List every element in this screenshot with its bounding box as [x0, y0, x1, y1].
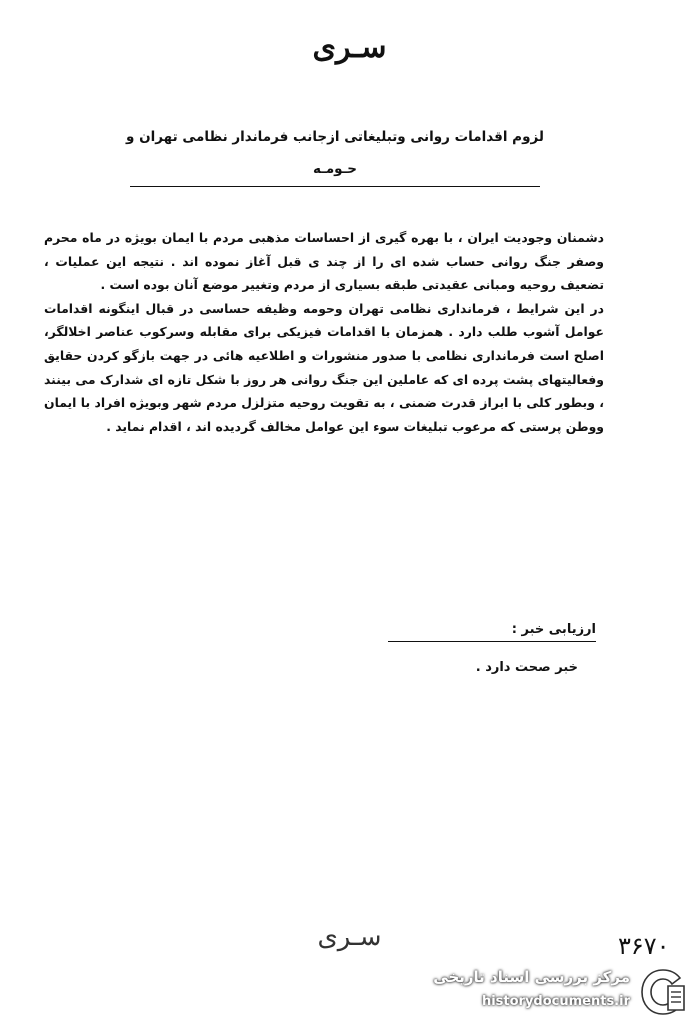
watermark-name: مرکز بررسی اسناد تاریخی — [433, 968, 630, 986]
classification-stamp-top: سـری — [312, 30, 387, 65]
document-center-logo-icon — [638, 966, 688, 1018]
body-paragraph-2: در این شرایط ، فرمانداری نظامی تهران وحومه وظیفه حساسی در قبال اینگونه اقدامات عوامل آشوب طلب دارد . همزمان با اقدامات فیزیکی برای مقابله وسرکوب عناصر اخلالگر، اصلح است فرمانداری نظامی با صدور منشورات و اطلاعیه هائی در جهت بازگو کردن حقایق وفعالیتهای پشت پرده ای که عاملین این جنگ روانی هر روز با شکل تازه ای شدارک می بینند ، وبطور کلی با ابراز قدرت ضمنی ، به تقویت روحیه متزلزل مردم شهر وبویژه افراد با ایمان ووطن پرستی که مرعوب تبلیغات سوء این عوامل مخالف گردیده اند ، اقدام نماید . — [44, 300, 604, 434]
document-title — [110, 126, 560, 180]
evaluation-value: خبر صحت دارد . — [475, 660, 578, 675]
evaluation-label: ارزیابی خبر : — [388, 622, 596, 642]
document-body — [44, 226, 604, 438]
watermark-url: historydocuments.ir — [481, 994, 630, 1009]
page-number: ۳۶۷۰ — [618, 932, 670, 960]
body-paragraph-1: دشمنان وجودیت ایران ، با بهره گیری از احساسات مذهبی مردم با ایمان بویژه در ماه محرم وصفر جنگ روانی حساب شده ای را از چند ی قبل آغاز نموده اند . نتیجه این عملیات ، تضعیف روحیه ومبانی عقیدتی طبقه بسیاری از مردم وتغییر موضع آنان بوده است . — [44, 230, 604, 293]
title-underline — [130, 186, 540, 187]
watermark — [408, 960, 694, 1026]
classification-stamp-bottom: سـری — [317, 922, 382, 952]
title-line-1: لزوم اقدامات روانی وتبلیغاتی ازجانب فرماندار نظامی تهران و — [126, 129, 544, 145]
title-line-2: حـومـه — [313, 161, 357, 177]
